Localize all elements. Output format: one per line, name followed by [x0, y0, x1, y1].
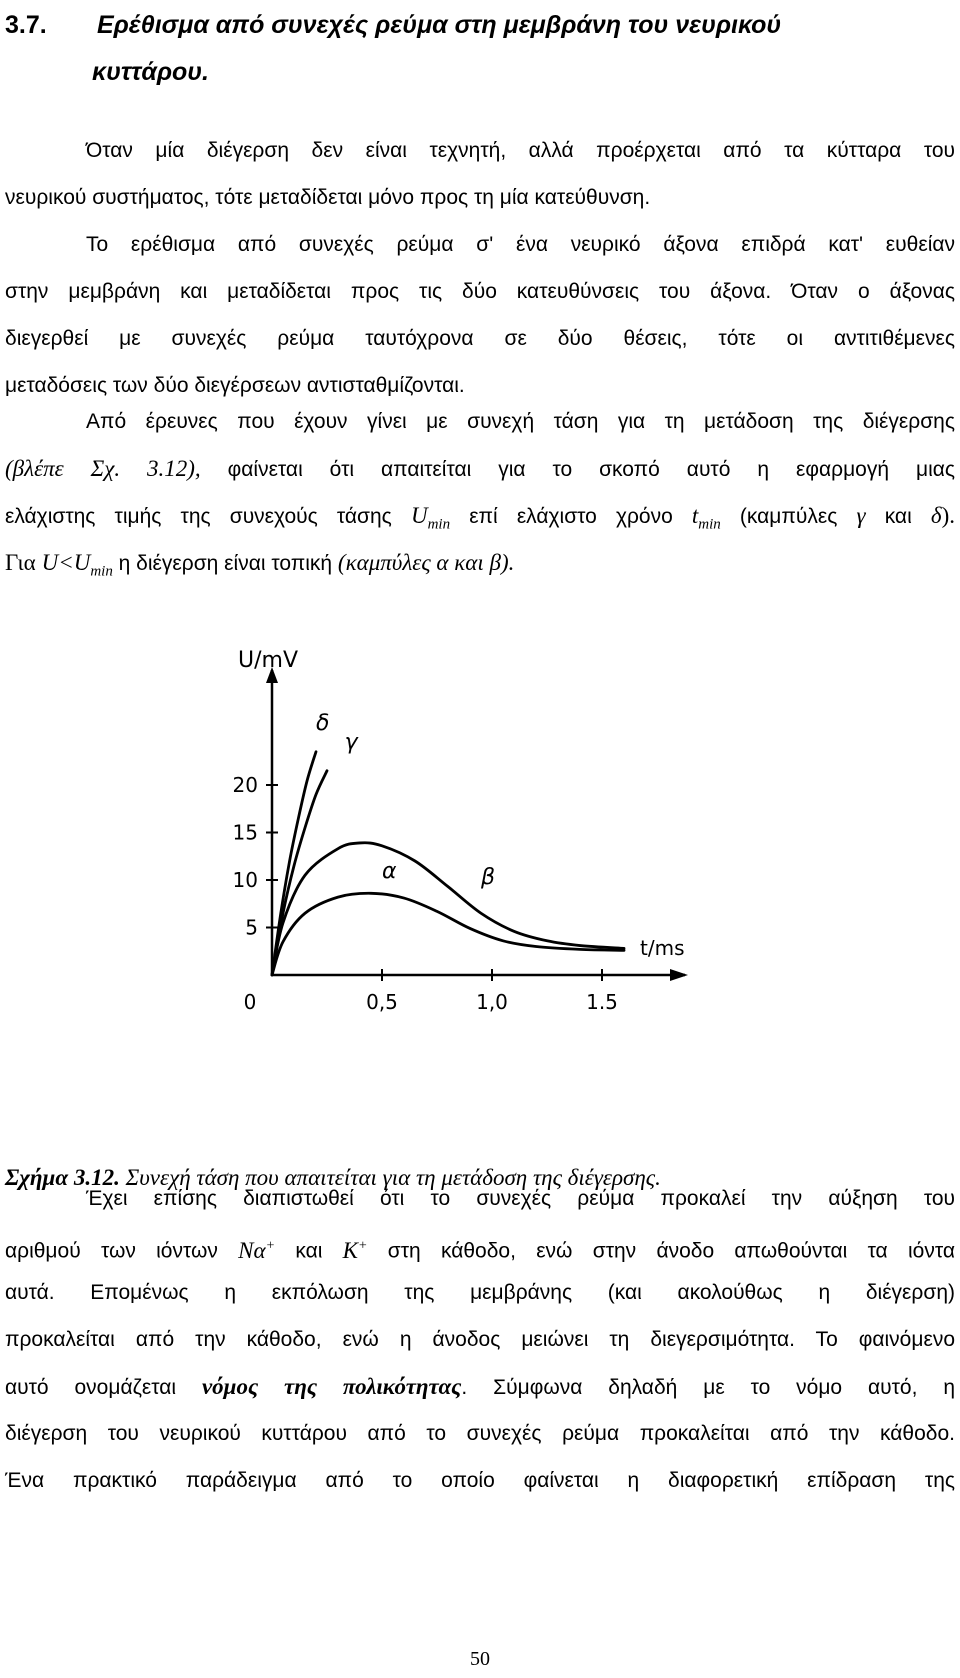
- text-line: Για $U<U_{min}$ η διέγερση είναι τοπική (καμπύλες α και β).: [5, 550, 515, 580]
- y-tick-label: 20: [232, 773, 258, 797]
- text-line: Το ερέθισμα από συνεχές ρεύμα σ' ένα νευρικό άξονα επιδρά κατ' ευθείαν: [86, 233, 955, 256]
- chart-labels: [233, 648, 685, 1014]
- curve-α: [272, 893, 624, 975]
- series-label: β: [481, 864, 496, 890]
- symbol-t: $t_{min}$: [691, 503, 721, 533]
- paragraph-4: [5, 1175, 955, 1504]
- y-axis-label: U/mV: [238, 648, 298, 673]
- curve-β: [272, 843, 624, 975]
- caption-label: Σχήμα 3.12.: [5, 1165, 120, 1190]
- text-line: νευρικού συστήματος, τότε μεταδίδεται μόνο προς τη μία κατεύθυνση.: [5, 186, 651, 209]
- x-axis-arrow: [670, 969, 688, 981]
- paragraph-1: [5, 127, 955, 221]
- ion-na: Να+: [238, 1237, 276, 1263]
- paragraph-3: [5, 398, 955, 586]
- text-line: αυτό ονομάζεται νόμος της πολικότητας. Σύμφωνα δηλαδή με το νόμο αυτό, η: [5, 1374, 955, 1399]
- law-of-polarity: νόμος της πολικότητας: [201, 1374, 462, 1399]
- x-tick-label: 0,5: [366, 990, 398, 1014]
- figure-reference: (βλέπε Σχ. 3.12),: [5, 456, 201, 481]
- y-tick-label: 10: [232, 868, 258, 892]
- text-line: Ένα πρακτικό παράδειγμα από το οποίο φαίνεται η διαφορετική επίδραση της: [5, 1469, 955, 1492]
- text-line: αυτά. Επομένως η εκπόλωση της μεμβράνης (και ακολούθως η διέγερση): [5, 1281, 955, 1304]
- text-line: (βλέπε Σχ. 3.12), φαίνεται ότι απαιτείται για το σκοπό αυτό η εφαρμογή μιας: [5, 456, 956, 481]
- text-line: Έχει επίσης διαπιστωθεί ότι το συνεχές ρεύμα προκαλεί την αύξηση του: [86, 1187, 955, 1210]
- text-line: Όταν μία διέγερση δεν είναι τεχνητή, αλλά προέρχεται από τα κύτταρα του: [86, 139, 955, 162]
- text-line: Από έρευνες που έχουν γίνει με συνεχή τάση για τη μετάδοση της διέγερσης: [86, 410, 955, 433]
- symbol-U: $U_{min}$: [410, 503, 451, 533]
- text-line: μεταδόσεις των δύο διεγέρσεων αντισταθμίζονται.: [5, 374, 465, 397]
- paragraph-2: [5, 221, 955, 409]
- series-label: γ: [344, 729, 358, 755]
- chart-curves: [272, 752, 624, 975]
- symbol-U-inequality: $U<U_{min}$: [41, 550, 113, 580]
- y-tick-label: 15: [232, 820, 258, 845]
- x-axis-label: t/ms: [640, 936, 685, 960]
- origin-label: 0: [243, 990, 257, 1014]
- section-heading: [5, 2, 955, 96]
- x-tick-label: 1.5: [586, 990, 618, 1014]
- text-line: ελάχιστης τιμής της συνεχούς τάσης $U_{min}$ επί ελάχιστο χρόνο $t_{min}$ (καμπύλες γ και δ).: [5, 503, 955, 533]
- figure-3-12-chart: [230, 648, 750, 1085]
- section-title-line1: Ερέθισμα από συνεχές ρεύμα στη μεμβράνη του νευρικού: [97, 11, 782, 39]
- series-label: δ: [316, 710, 330, 736]
- text-line: διέγερση του νευρικού κυττάρου από το συνεχές ρεύμα προκαλείται από την κάθοδο.: [5, 1422, 955, 1445]
- caption-text: Συνεχή τάση που απαιτείται για τη μετάδοση της διέγερσης.: [125, 1165, 661, 1190]
- text-line: προκαλείται από την κάθοδο, ενώ η άνοδος μειώνει τη διεγερσιμότητα. Το φαινόμενο: [5, 1328, 955, 1351]
- series-label: α: [382, 859, 397, 885]
- text-line: αριθμού των ιόντων Να+ και Κ+ στη κάθοδο, ενώ στην άνοδο απωθούνται τα ιόντα: [5, 1237, 955, 1263]
- y-tick-label: 5: [245, 915, 258, 940]
- page-number: 50: [470, 1648, 490, 1670]
- section-title-line2: κυττάρου.: [92, 58, 210, 86]
- x-tick-label: 1,0: [476, 990, 508, 1014]
- ion-k: Κ+: [342, 1237, 368, 1263]
- section-number: 3.7.: [5, 11, 47, 39]
- text-line: στην μεμβράνη και μεταδίδεται προς τις δύο κατευθύνσεις του άξονα. Όταν ο άξονας: [5, 280, 955, 303]
- text-line: διεγερθεί με συνεχές ρεύμα ταυτόχρονα σε δύο θέσεις, τότε οι αντιτιθέμενες: [5, 327, 955, 350]
